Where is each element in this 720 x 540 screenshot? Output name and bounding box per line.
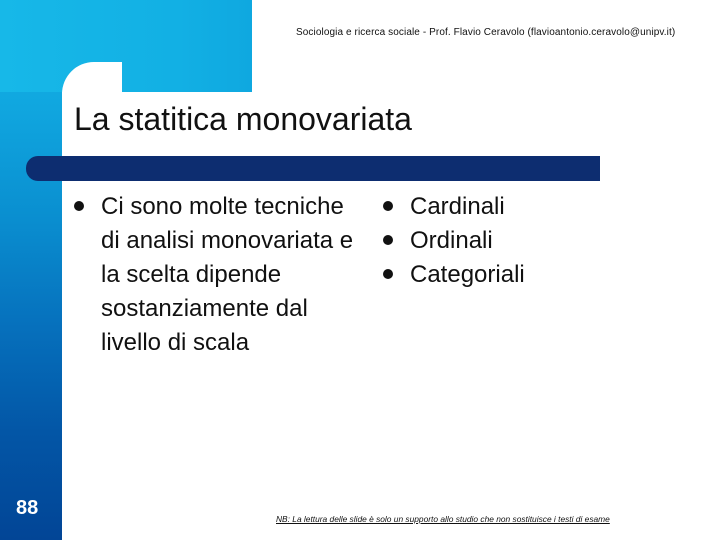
list-item [383,224,633,258]
bullet-text: Ordinali [410,227,493,254]
bullet-dot-icon [74,201,84,211]
bullet-dot-icon [383,269,393,279]
header-course-text: Sociologia e ricerca sociale - Prof. Flavio Ceravolo (flavioantonio.ceravolo@unipv.it) [296,27,676,38]
slide-page-number: 88 [16,497,39,519]
footer-note: NB: La lettura delle slide è solo un supporto allo studio che non sostituisce i testi di esame [276,514,610,524]
list-item [74,190,354,360]
top-decorative-band [0,0,252,92]
left-bullet-list [74,190,354,360]
right-bullet-list [383,190,633,292]
slide-title: La statitica monovariata [74,101,412,137]
bullet-dot-icon [383,235,393,245]
list-item [383,190,633,224]
list-item [383,258,633,292]
bullet-dot-icon [383,201,393,211]
title-underline-bar [26,156,600,181]
bullet-text: Categoriali [410,261,525,288]
bullet-text: Cardinali [410,193,505,220]
bullet-text: Ci sono molte tecniche di analisi monovariata e la scelta dipende sostanziamente dal livello di scala [101,193,354,356]
